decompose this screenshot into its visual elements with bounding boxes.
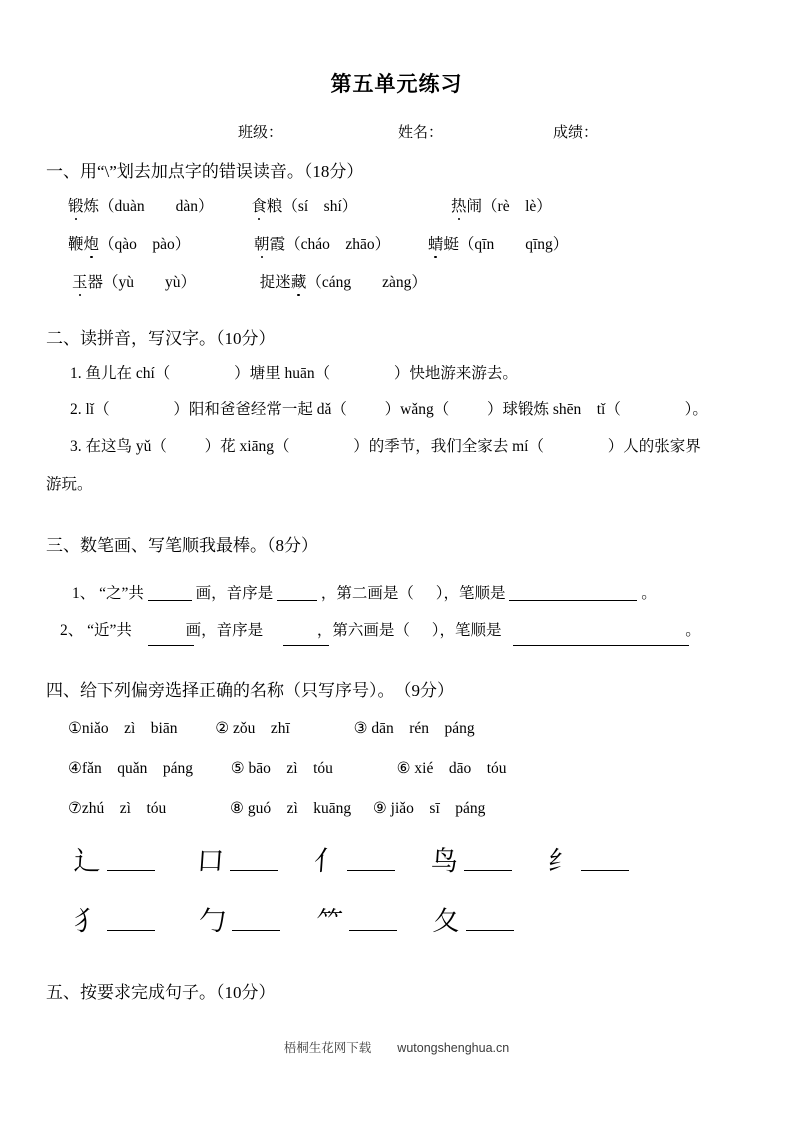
radical-answer-blank[interactable] — [347, 869, 395, 871]
word-item: 热闹（rè lè） — [451, 198, 552, 215]
radical-glyph: 口 — [195, 846, 226, 876]
radical-item — [314, 848, 395, 875]
line-text: ，第二画是（ — [320, 585, 414, 602]
initial-letter-blank[interactable] — [277, 585, 317, 601]
initial-letter-rule — [283, 645, 329, 646]
stroke-order-blank[interactable] — [509, 585, 637, 601]
radical-glyph: 辶 — [72, 846, 103, 876]
radical-item — [433, 908, 514, 935]
radical-glyph: ⺮ — [314, 906, 345, 936]
stroke-count-rule — [148, 645, 194, 646]
option-number: ⑤ — [230, 760, 245, 777]
line-text: 画，音序是 — [185, 622, 264, 639]
section-3-line-1 — [72, 581, 657, 603]
word-item: 玉器（yù yù） — [72, 274, 196, 291]
section-5-heading: 五、按要求完成句子。（10分） — [46, 983, 276, 1002]
footer-site-url[interactable]: wutongshenghua.cn — [397, 1041, 510, 1055]
line-text: ）wǎng（ — [384, 401, 450, 418]
name-field-label: 姓名： — [398, 125, 444, 141]
radical-glyph: 犭 — [72, 906, 103, 936]
radical-row-2 — [74, 908, 514, 935]
option-number: ③ — [353, 720, 368, 737]
line-number: 2、 — [60, 622, 84, 639]
line-text: 。 — [685, 622, 701, 639]
radical-item — [199, 908, 280, 935]
radical-answer-blank[interactable] — [349, 929, 397, 931]
line-text: ），笔顺是 — [431, 622, 502, 639]
dotted-char: 食 — [251, 194, 267, 216]
footer — [0, 1038, 793, 1056]
line-text: ，第六画是（ — [316, 622, 410, 639]
dotted-char: 朝 — [254, 232, 270, 254]
section-4-heading: 四、给下列偏旁选择正确的名称（只写序号）。 （9分） — [46, 681, 454, 700]
option-number: ② — [215, 720, 230, 737]
footer-site-name: 梧桐生花网下载 — [283, 1041, 372, 1055]
line-number: 2. — [70, 401, 82, 418]
student-info-line — [0, 121, 793, 142]
page-title: 第五单元练习 — [330, 73, 463, 96]
option-number: ① — [68, 720, 82, 737]
section-1-row-2 — [68, 232, 568, 254]
dotted-char: 锻 — [68, 194, 84, 216]
option-text: xié dāo tóu — [414, 760, 507, 777]
radical-answer-blank[interactable] — [232, 929, 280, 931]
section-3-heading: 三、数笔画、写笔顺我最棒。（8分） — [46, 536, 318, 555]
section-1-row-3 — [72, 270, 427, 292]
radical-item — [316, 908, 397, 935]
section-4-options-row-1 — [68, 716, 475, 738]
option-text: guó zì kuāng — [247, 800, 352, 817]
line-text: ），笔顺是 — [435, 585, 506, 602]
radical-answer-blank[interactable] — [581, 869, 629, 871]
radical-item — [197, 848, 278, 875]
radical-answer-blank[interactable] — [230, 869, 278, 871]
word-item: 鞭炮（qào pào） — [68, 236, 190, 253]
line-text: 鱼儿在 chí（ — [85, 365, 171, 382]
section-2-line-1 — [70, 361, 518, 383]
section-4-options-row-2 — [68, 756, 507, 778]
line-text: lǐ（ — [85, 401, 110, 418]
option-number: ⑥ — [396, 760, 411, 777]
option-text: bāo zì tóu — [248, 760, 333, 777]
line-number: 1、 — [72, 585, 96, 602]
radical-glyph: 纟 — [546, 846, 577, 876]
line-text: ）快地游来游去。 — [393, 365, 518, 382]
line-text: ）的季节，我们全家去 mí（ — [353, 438, 544, 455]
radical-item — [74, 908, 155, 935]
option-text: niǎo zì biān — [81, 720, 178, 737]
radical-item — [548, 848, 629, 875]
line-number: 3. — [70, 438, 82, 455]
dotted-char: 炮 — [84, 232, 100, 254]
line-text: ）塘里 huān（ — [234, 365, 331, 382]
section-2-line-3-wrap: 游玩。 — [46, 476, 93, 493]
line-text: ）人的张家界 — [607, 438, 701, 455]
radical-answer-blank[interactable] — [107, 869, 155, 871]
radical-item — [74, 848, 155, 875]
section-2-line-3 — [70, 434, 701, 456]
score-field-label: 成绩： — [553, 125, 599, 141]
option-number: ⑧ — [230, 800, 244, 817]
radical-glyph: 鸟 — [429, 846, 460, 876]
dotted-char: 蜻 — [428, 232, 444, 254]
line-text: 在这鸟 yǔ（ — [85, 438, 167, 455]
section-2-line-2 — [70, 397, 708, 419]
line-text: “之”共 — [99, 585, 144, 602]
section-3-line-2 — [60, 618, 701, 640]
line-text: ）花 xiāng（ — [204, 438, 290, 455]
word-item: 捉迷藏（cáng zàng） — [260, 274, 427, 291]
radical-answer-blank[interactable] — [107, 929, 155, 931]
class-field-label: 班级： — [238, 125, 284, 141]
section-4-options-row-3 — [68, 796, 485, 818]
option-text: dān rén páng — [371, 720, 475, 737]
option-text: jiǎo sī páng — [390, 800, 486, 817]
section-2-heading: 二、读拼音，写汉字。（10分） — [46, 329, 276, 348]
line-text: ）。 — [684, 401, 708, 418]
word-item: 食粮（sí shí） — [251, 198, 357, 215]
word-item: 朝霞（cháo zhāo） — [254, 236, 390, 253]
radical-item — [431, 848, 512, 875]
radical-glyph: 勹 — [197, 906, 228, 936]
initial-letter-blank[interactable] — [267, 622, 313, 638]
stroke-count-blank[interactable] — [136, 622, 182, 638]
option-number: ⑦ — [68, 800, 82, 817]
dotted-char: 玉 — [72, 270, 88, 292]
radical-answer-blank[interactable] — [466, 929, 514, 931]
word-item: 锻炼（duàn dàn） — [68, 198, 214, 215]
line-text: “近”共 — [87, 622, 132, 639]
option-number: ④ — [68, 760, 82, 777]
stroke-order-blank[interactable] — [505, 622, 681, 638]
option-text: zǒu zhī — [233, 720, 290, 737]
radical-glyph: 夂 — [431, 906, 462, 936]
stroke-count-blank[interactable] — [148, 585, 192, 601]
section-1-heading: 一、用“\”划去加点字的错误读音。（18分） — [46, 162, 364, 181]
dotted-char: 热 — [451, 194, 467, 216]
line-text: ）球锻炼 shēn tǐ（ — [486, 401, 621, 418]
line-text: 画，音序是 — [195, 585, 274, 602]
word-item: 蜻蜓（qīn qīng） — [428, 236, 568, 253]
option-text: fǎn quǎn páng — [81, 760, 193, 777]
option-text: zhú zì tóu — [81, 800, 167, 817]
stroke-order-rule — [513, 645, 689, 646]
line-text: ）阳和爸爸经常一起 dǎ（ — [173, 401, 347, 418]
option-number: ⑨ — [372, 800, 387, 817]
dotted-char: 藏 — [291, 270, 307, 292]
line-text: 。 — [641, 585, 657, 602]
radical-answer-blank[interactable] — [464, 869, 512, 871]
radical-glyph: 亻 — [312, 846, 343, 876]
radical-row-1 — [74, 848, 629, 875]
section-1-row-1 — [68, 194, 552, 216]
line-number: 1. — [70, 365, 82, 382]
